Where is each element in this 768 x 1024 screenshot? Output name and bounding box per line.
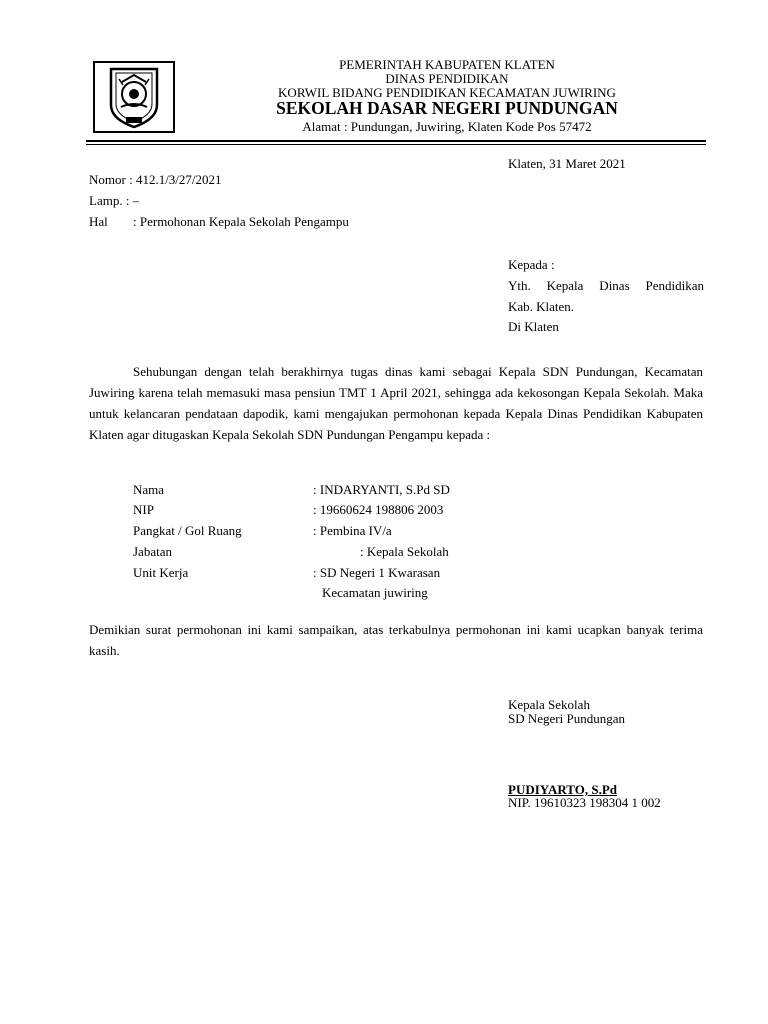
signatory-nip: NIP. 19610323 198304 1 002 <box>508 795 661 810</box>
letterhead-government: PEMERINTAH KABUPATEN KLATEN <box>339 57 555 72</box>
detail-label-unit-kerja: Unit Kerja <box>133 565 189 580</box>
letter-subject-value: : Permohonan Kepala Sekolah Pengampu <box>133 214 349 229</box>
detail-label-nip: NIP <box>133 502 154 517</box>
closing-paragraph: Demikian surat permohonan ini kami sampaikan, atas terkabulnya permohonan ini kami ucapkan banyak terima kasih. <box>89 622 703 658</box>
letter-subject-label: Hal <box>89 214 108 229</box>
detail-label-jabatan: Jabatan <box>133 544 172 559</box>
letterhead-divider-thin <box>86 144 706 145</box>
letter-number: Nomor : 412.1/3/27/2021 <box>89 172 222 187</box>
signatory-name: PUDIYARTO, S.Pd <box>508 782 617 797</box>
detail-label-nama: Nama <box>133 482 165 497</box>
detail-label-pangkat: Pangkat / Gol Ruang <box>133 523 242 538</box>
letterhead-address: Alamat : Pundungan, Juwiring, Klaten Kode Pos 57472 <box>302 119 592 134</box>
recipient-line2: Kab. Klaten. <box>508 299 575 314</box>
detail-value-jabatan: : Kepala Sekolah <box>360 544 449 559</box>
detail-value-pangkat: : Pembina IV/a <box>313 523 392 538</box>
detail-value-unit-kerja: : SD Negeri 1 Kwarasan <box>313 565 441 580</box>
body-paragraph: Sehubungan dengan telah berakhirnya tugas dinas kami sebagai Kepala SDN Pundungan, Kecamatan Juwiring karena telah memasuki masa pensiun TMT 1 April 2021, sehingga ada kekosongan Kepala Sekolah. Maka untuk kelancaran pendataan dapodik, kami mengajukan permohonan kepada Kepala Dinas Pendidikan Kabupaten Klaten agar ditugaskan Kepala Sekolah SDN Pundungan Pengampu kepada : <box>89 364 703 442</box>
signature-title-1: Kepala Sekolah <box>508 697 590 712</box>
recipient-kepada: Kepada : <box>508 257 555 272</box>
letter-attachment: Lamp. : – <box>89 193 140 208</box>
recipient-line3: Di Klaten <box>508 319 559 334</box>
letterhead-korwil: KORWIL BIDANG PENDIDIKAN KECAMATAN JUWIRING <box>278 85 616 100</box>
letterhead-office: DINAS PENDIDIKAN <box>385 71 509 86</box>
signature-title-2: SD Negeri Pundungan <box>508 711 625 726</box>
letter-date: Klaten, 31 Maret 2021 <box>508 156 626 171</box>
letterhead-school-name: SEKOLAH DASAR NEGERI PUNDUNGAN <box>276 98 618 118</box>
letterhead-divider-thick <box>86 140 706 142</box>
recipient-line1: Yth. Kepala Dinas Pendidikan <box>508 278 704 293</box>
detail-value-nama: : INDARYANTI, S.Pd SD <box>313 482 450 497</box>
detail-value-unit-kerja-line2: Kecamatan juwiring <box>322 585 428 600</box>
detail-value-nip: : 19660624 198806 2003 <box>313 502 444 517</box>
